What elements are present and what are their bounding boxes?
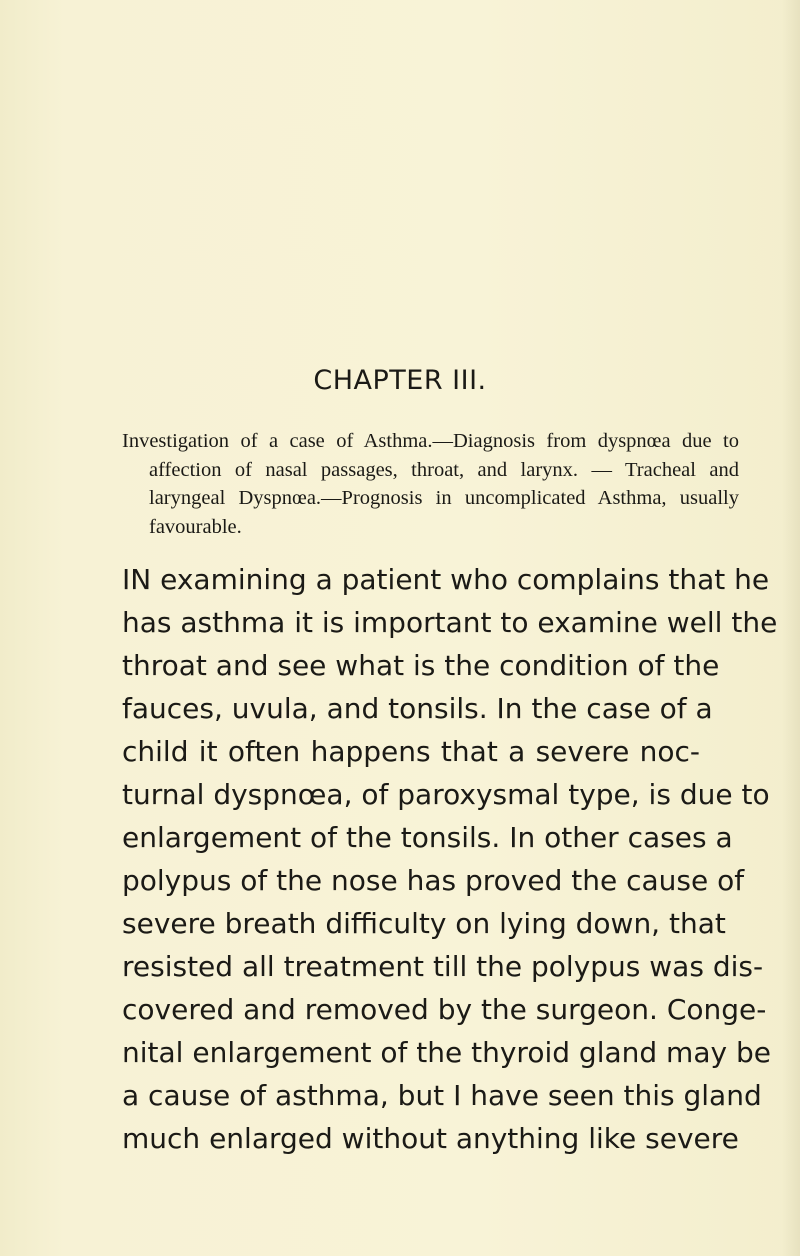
body-line: severe breath difficulty on lying down, that xyxy=(122,907,726,940)
body-line: has asthma it is important to examine well the xyxy=(122,606,778,639)
body-line: a cause of asthma, but I have seen this gland xyxy=(122,1079,762,1112)
body-line: IN examining a patient who complains that he xyxy=(122,563,770,596)
page-edge-shadow xyxy=(782,0,800,1256)
body-line: enlargement of the tonsils. In other cases a xyxy=(122,821,733,854)
body-line: throat and see what is the condition of the xyxy=(122,649,720,682)
body-line: nital enlargement of the thyroid gland may be xyxy=(122,1036,771,1069)
body-line: child it often happens that a severe noc- xyxy=(122,735,700,768)
body-line: fauces, uvula, and tonsils. In the case of a xyxy=(122,692,713,725)
body-line: turnal dyspnœa, of paroxysmal type, is due to xyxy=(122,778,770,811)
body-line: much enlarged without anything like severe xyxy=(122,1122,739,1155)
body-line: polypus of the nose has proved the cause of xyxy=(122,864,745,897)
body-line: covered and removed by the surgeon. Conge- xyxy=(122,993,767,1026)
chapter-heading: CHAPTER III. xyxy=(313,365,487,396)
body-text xyxy=(122,558,778,1160)
body-line: resisted all treatment till the polypus was dis- xyxy=(122,950,764,983)
chapter-synopsis: Investigation of a case of Asthma.—Diagnosis from dyspnœa due to affection of nasal passages, throat, and larynx. — Tracheal and laryngeal Dyspnœa.—Prognosis in uncomplicated Asthma, usually favourable. xyxy=(122,430,739,538)
